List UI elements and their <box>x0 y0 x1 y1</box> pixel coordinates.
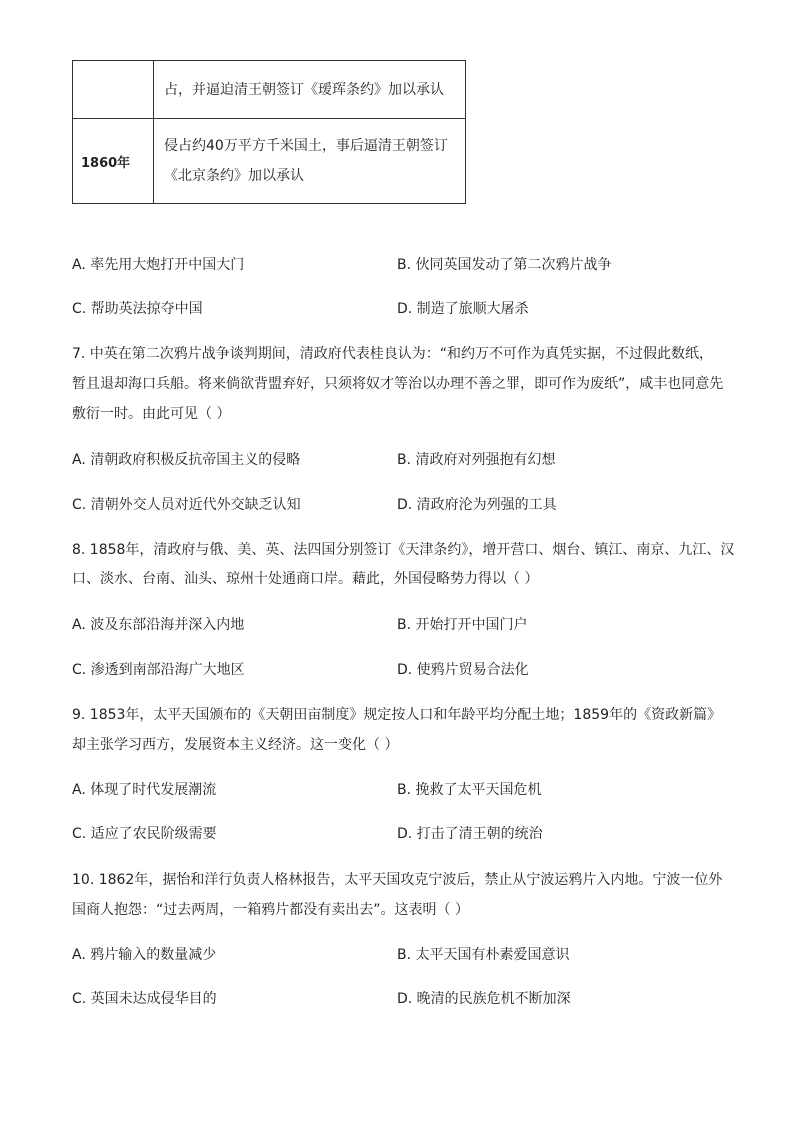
q10-option-a[interactable]: A. 鸦片输入的数量减少 <box>72 947 217 963</box>
q7-option-a[interactable]: A. 清朝政府积极反抗帝国主义的侵略 <box>72 452 301 468</box>
q7-option-c[interactable]: C. 清朝外交人员对近代外交缺乏认知 <box>72 497 301 513</box>
q7-stem-line: 敷衍一时。由此可见（ ） <box>72 406 231 422</box>
q10-option-d[interactable]: D. 晚清的民族危机不断加深 <box>397 991 571 1007</box>
q9-stem-line: 却主张学习西方，发展资本主义经济。这一变化（ ） <box>72 737 399 753</box>
history-table <box>72 60 466 204</box>
table-row <box>73 61 466 119</box>
table-desc-cell <box>154 61 466 119</box>
table-year-cell <box>73 61 154 119</box>
table-desc-line: 侵占约40万平方千米国土，事后逼清王朝签订 <box>164 138 448 154</box>
q9-stem-line: 9. 1853年，太平天国颁布的《天朝田亩制度》规定按人口和年龄平均分配土地；1859年的《资政新篇》 <box>72 707 722 723</box>
q8-option-d[interactable]: D. 使鸦片贸易合法化 <box>397 662 529 678</box>
q8-stem-line: 口、淡水、台南、汕头、琼州十处通商口岸。藉此，外国侵略势力得以（ ） <box>72 571 539 587</box>
q8-stem-line: 8. 1858年，清政府与俄、美、英、法四国分别签订《天津条约》，增开营口、烟台、镇江、南京、九江、汉 <box>72 542 735 558</box>
q10-option-b[interactable]: B. 太平天国有朴素爱国意识 <box>397 947 570 963</box>
q10-stem-line: 10. 1862年，据怡和洋行负责人格林报告，太平天国攻克宁波后，禁止从宁波运鸦片入内地。宁波一位外 <box>72 872 723 888</box>
q7-option-b[interactable]: B. 清政府对列强抱有幻想 <box>397 452 556 468</box>
q6-option-c[interactable]: C. 帮助英法掠夺中国 <box>72 301 203 317</box>
q9-option-a[interactable]: A. 体现了时代发展潮流 <box>72 782 217 798</box>
q6-option-a[interactable]: A. 率先用大炮打开中国大门 <box>72 257 245 273</box>
q10-option-c[interactable]: C. 英国未达成侵华目的 <box>72 991 217 1007</box>
q6-option-d[interactable]: D. 制造了旅顺大屠杀 <box>397 301 529 317</box>
q7-stem-line: 暂且退却海口兵船。将来倘欲背盟弃好，只须将奴才等治以办理不善之罪，即可作为废纸”，咸丰也同意先 <box>72 376 724 392</box>
q8-option-a[interactable]: A. 波及东部沿海并深入内地 <box>72 617 245 633</box>
q8-option-c[interactable]: C. 渗透到南部沿海广大地区 <box>72 662 245 678</box>
q9-option-b[interactable]: B. 挽救了太平天国危机 <box>397 782 542 798</box>
q6-option-b[interactable]: B. 伙同英国发动了第二次鸦片战争 <box>397 257 612 273</box>
q7-option-d[interactable]: D. 清政府沦为列强的工具 <box>397 497 557 513</box>
q9-option-c[interactable]: C. 适应了农民阶级需要 <box>72 826 217 842</box>
q7-stem-line: 7. 中英在第二次鸦片战争谈判期间，清政府代表桂良认为：“和约万不可作为真凭实据，不过假此数纸， <box>72 346 714 362</box>
q9-option-d[interactable]: D. 打击了清王朝的统治 <box>397 826 543 842</box>
table-year-cell: 1860年 <box>73 119 154 204</box>
table-desc-line: 占，并逼迫清王朝签订《瑷珲条约》加以承认 <box>164 81 444 98</box>
table-row <box>73 119 466 204</box>
q8-option-b[interactable]: B. 开始打开中国门户 <box>397 617 528 633</box>
table-desc-cell <box>154 119 466 204</box>
table-desc-line: 《北京条约》加以承认 <box>164 168 304 184</box>
q10-stem-line: 国商人抱怨：“过去两周，一箱鸦片都没有卖出去”。这表明（ ） <box>72 902 469 918</box>
